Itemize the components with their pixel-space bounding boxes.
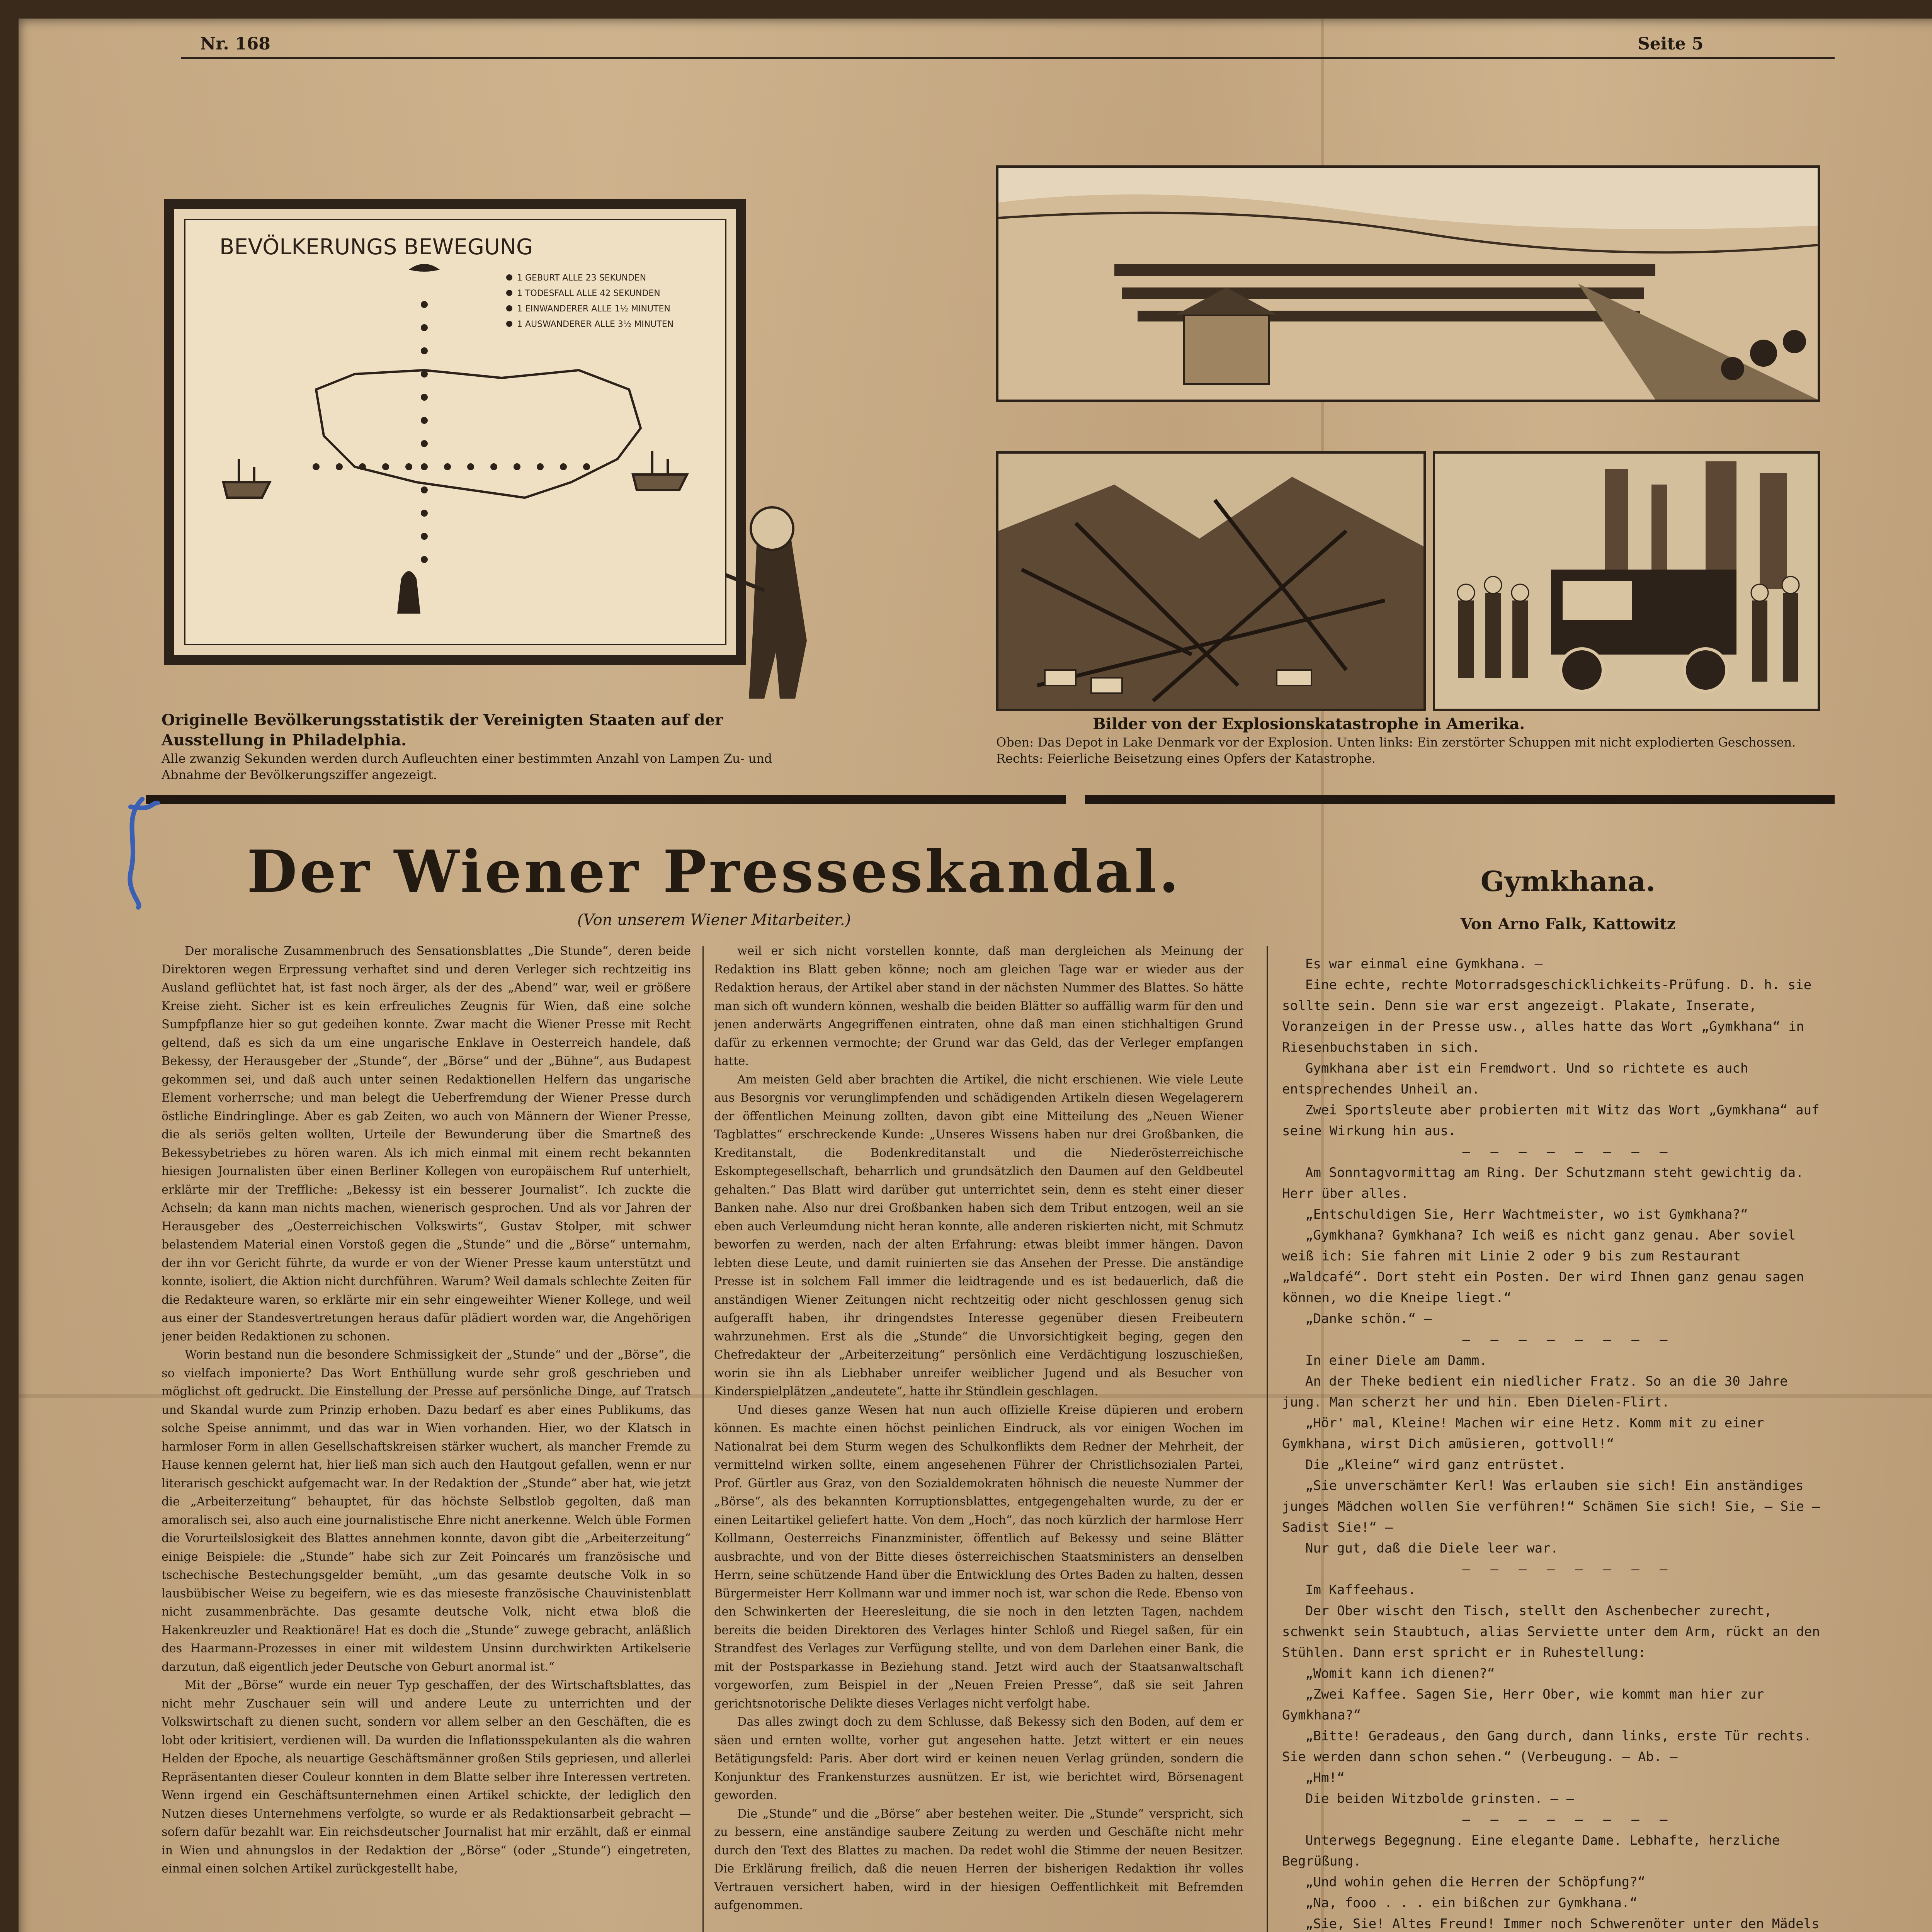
explosion-caption-title: Bilder von der Explosionskatastrophe in Amerika. (1093, 715, 1525, 733)
story-line: Unterwegs Begegnung. Eine elegante Dame. Lebhafte, herzliche Begrüßung. (1282, 1833, 1780, 1869)
story-line: Im Kaffeehaus. (1305, 1582, 1416, 1598)
story-line: „Danke schön.“ — (1305, 1311, 1432, 1327)
article-paragraph: Die „Stunde“ und die „Börse“ aber bestehen weiter. Die „Stunde“ verspricht, sich zu bessern, eine anständige saubere Zeitung zu werden und Geschäfte nicht mehr durch den Text des Blattes zu machen. Da redet wohl die Stimme der neuen Besitzer. Die Erklärung freilich, daß die neuen Herren der bisherigen Redaktion ihr volles Vertrauen versichert haben, wird in der hiesigen Oeffentlichkeit mit Befremden aufgenommen. (714, 1807, 1243, 1912)
story-line: Nur gut, daß die Diele leer war. (1305, 1541, 1559, 1556)
article-paragraph: Worin bestand nun die besondere Schmissigkeit der „Stunde“ und der „Börse“, die so vielfach imponierte? Das Wort Enthüllung wurde sehr groß geschrieben und möglichst oft gedruckt. Die Einstellung der Presse auf persönliche Dinge, auf Tratsch und Skandal wurde zum Prinzip erhoben. Dazu bedarf es aber eines Publikums, das solche Speise annimmt, und das war in Wien vorhanden. Hier, wo der Klatsch in harmloser Form in allen Gesellschaftskreisen stärker wuchert, als mancher Fremde zu Hause kennen gelernt hat, hier ließ man sich auch den Hautgout gefallen, wenn er nur literarisch geschickt aufgemacht war. In der Redaktion der „Stunde“ aber hat, wie jetzt die „Arbeiterzeitung“ behauptet, für das höchste Selbstlob gegolten, daß man amoralisch sei, also auch eine journalistische Ehre nicht anerkenne. Welch üble Formen die Vorurteilslosigkeit des Blattes annehmen konnte, davon gibt die „Arbeiterzeitung“ einige Beispiele: die „Stunde“ habe sich zur Zeit Poincarés um französische und tschechische Bestechungsgelder bemüht, „um das gesamte deutsche Volk in so lausbübischer Weise zu begeifern, wie es das mieseste französische Chauvinistenblatt nicht zusammenbrächte. Das gesamte deutsche Volk, nicht etwa bloß die Hakenkreuzler und Reaktionäre! Hat es doch die „Stunde“ zuwege gebracht, anläßlich des Haarmann-Prozesses in einer mit wildestem Unsinn durchwirkten Artikelserie darzutun, daß eigentlich jeder Deutsche von Geburt anormal ist.“ (162, 1348, 691, 1674)
depot-panorama-illustration (998, 168, 1818, 400)
legend-2: 1 TODESFALL ALLE 42 SEKUNDEN (517, 289, 660, 298)
story-line: Die beiden Witzbolde grinsten. — — (1305, 1791, 1574, 1806)
story-line: „Womit kann ich dienen?“ (1305, 1666, 1495, 1681)
legend-1: 1 GEBURT ALLE 23 SEKUNDEN (517, 273, 646, 283)
depot-panorama-image (996, 165, 1820, 402)
story-line: „Sie unverschämter Kerl! Was erlauben sie sich! Ein anständiges junges Mädchen wollen Sie verführen!“ Schämen Sie sich! Sie, — Sie — Sadist Sie!“ — (1282, 1478, 1820, 1535)
destroyed-shed-illustration (998, 454, 1423, 709)
issue-number: Nr. 168 (200, 34, 270, 54)
newspaper-page (19, 19, 1932, 1932)
story-line: In einer Diele am Damm. (1305, 1353, 1487, 1368)
article-paragraph: Am meisten Geld aber brachten die Artikel, die nicht erschienen. Wie viele Leute aus Besorgnis vor verunglimpfenden und schädigenden Artikeln diesen Wegelagerern der öffentlichen Meinung zollten, davon gibt eine Mitteilung des „Neuen Wiener Tagblattes“ erschreckende Kunde: „Unseres Wissens haben nur drei Großbanken, die Kreditanstalt, die Bodenkreditanstalt und die Niederösterreichische Eskomptegesellschaft, beharrlich und grundsätzlich den Daumen auf den Geldbeutel gehalten.“ Das Blatt wird darüber gut unterrichtet sein, denn es steht einer dieser Banken nahe. Also nur drei Großbanken haben sich dem Tribut entzogen, weil an sie eben auch Verleumdung nicht heran konnte, alle anderen riskierten nicht, mit Schmutz beworfen zu werden, nach der alten Erfahrung: etwas bleibt immer hängen. Davon lebten diese Leute, und damit ruinierten sie das Ansehen der Presse. Die anständige Presse ist in solchem Fall immer die leidtragende und es ist bedauerlich, daß die anständigen Wiener Zeitungen nicht rechtzeitig oder nicht geschlossen genug sich aufgerafft haben, ihr dringendstes Interesse gegenüber diesen Freibeutern wahrzunehmen. Erst als die „Stunde“ die Unvorsichtigkeit beging, gegen den Chefredakteur der „Arbeiterzeitung“ persönlich eine Verdächtigung loszuschießen, worin sie ihn als Liebhaber unreifer weiblicher Jugend und als Besucher von Kinderspielplätzen „andeutete“, hatte ihr Stündlein geschlagen. (714, 1073, 1243, 1398)
story-line: „Na, fooo . . . ein bißchen zur Gymkhana.“ (1305, 1895, 1638, 1911)
article-paragraph: Der moralische Zusammenbruch des Sensationsblattes „Die Stunde“, deren beide Direktoren wegen Erpressung verhaftet sind und deren Verleger sich rechtzeitig ins Ausland geflüchtet hat, ist fast noch ärger, als der des „Abend“ war, weil er größere Kreise zieht. Sicher ist es kein erfreuliches Zeugnis für Wien, daß eine solche Sumpfpflanze hier so gut gedeihen konnte. Zwar macht die Wiener Presse mit Recht geltend, daß es sich da um eine ungarische Enklave in Oesterreich handele, daß Bekessy, der Herausgeber der „Stunde“, der „Börse“ und der „Bühne“, aus Budapest gekommen sei, und daß auch unter seinen Redaktionellen Helfern das ungarische Element vorherrsche; und man belegt die Ueberfremdung der Wiener Presse durch östliche Eindringlinge. Aber es gab Zeiten, wo auch von Männern der Wiener Presse, die als seriös gelten wollten, Urteile der Bewunderung über die Smartneß des Bekessybetriebes zu hören waren. Als ich mich einmal mit einem recht bekannten hiesigen Journalisten über einen Berliner Kollegen von europäischem Ruf unterhielt, erklärte mir der Treffliche: „Bekessy ist ein besserer Journalist“. Ich zuckte die Achseln; da kann man nichts machen, wienerisch gesprochen. Und als vor Jahren der Herausgeber des „Oesterreichischen Volkswirts“, Gustav Stolper, mit schwer belastendem Material einen Vorstoß gegen die „Stunde“ und die „Börse“ unternahm, der ihn vor Gericht führte, da wurde er von der Wiener Presse kaum unterstützt und konnte, isoliert, die Aktion nicht durchführen. Warum? Weil damals schlechte Zeiten für die Redakteure waren, so erklärte mir ein sehr eingeweihter Wiener Kollege, und weil aus einer der Standesvertretungen heraus dafür plädiert worden war, die Angehörigen jener beiden Redaktionen zu schonen. (162, 944, 691, 1344)
column-rule-1 (702, 946, 704, 1932)
story-line: „Hm!“ (1305, 1770, 1345, 1786)
destroyed-shed-image (996, 451, 1426, 711)
story-line: Die „Kleine“ wird ganz entrüstet. (1305, 1457, 1566, 1473)
story-line: Der Ober wischt den Tisch, stellt den Aschenbecher zurecht, schwenkt sein Staubtuch, alias Serviette unter dem Arm, rückt an den Stühlen. Dann erst spricht er in Ruhestellung: (1282, 1603, 1820, 1660)
article-paragraph: Mit der „Börse“ wurde ein neuer Typ geschaffen, der des Wirtschaftsblattes, das nicht mehr Zuschauer sein will und andere Leute zu unterrichten und der Volkswirtschaft zu dienen sucht, sondern vor allem selber an den Geschäften, die es lobt oder kritisiert, verdienen will. Da wurden die Inflationsspekulanten als die wahren Helden der Epoche, als neuartige Geschäftsmänner großen Stils gepriesen, und allerlei Repräsentanten dieser Couleur konnten in dem Blatte selber ihre Interessen vertreten. Wenn irgend ein Geschäftsunternehmen einen Artikel schickte, der lediglich den Nutzen dieses Unternehmens verfolgte, so wurde er als Redaktionsarbeit gebracht — sofern dafür bezahlt war. Ein reichsdeutscher Journalist hat mir erzählt, daß er einmal in Wien und ahnungslos in der Redaktion der „Börse“ (oder „Stunde“) eingetreten, einmal einen solchen Artikel zurückgestellt habe, (162, 1679, 691, 1876)
board-title: BEVÖLKERUNGS BEWEGUNG (219, 235, 533, 260)
section-rule-left (146, 795, 1066, 804)
legend-4: 1 AUSWANDERER ALLE 3½ MINUTEN (517, 320, 674, 329)
funeral-procession-illustration (1435, 454, 1818, 709)
article-headline: Der Wiener Presseskandal. (247, 838, 1182, 906)
story-line: Es war einmal eine Gymkhana. — (1305, 956, 1543, 972)
page-number: Seite 5 (1638, 34, 1704, 54)
statistics-caption-text: Alle zwanzig Sekunden werden durch Aufleuchten einer bestimmten Anzahl von Lampen Zu- und Abnahme der Bevölkerungsziffer angezeigt. (162, 751, 772, 782)
story-line: „Bitte! Geradeaus, den Gang durch, dann links, erste Tür rechts. Sie werden dann schon sehen.“ (Verbeugung. — Ab. — (1282, 1728, 1812, 1765)
story-line: Eine echte, rechte Motorradsgeschicklichkeits-Prüfung. D. h. sie sollte sein. Denn sie war erst angezeigt. Plakate, Inserate, Voranzeigen in der Presse usw., alles hatte das Wort „Gymkhana“ in Riesenbuchstaben in sich. (1282, 977, 1812, 1055)
story-separator: — — — — — — — — (1462, 1332, 1674, 1347)
statistics-board-image (154, 189, 822, 699)
header-rule (181, 57, 1835, 59)
funeral-procession-image (1433, 451, 1820, 711)
statistics-caption (162, 710, 826, 783)
section-rule-right (1085, 795, 1835, 804)
legend-3: 1 EINWANDERER ALLE 1½ MINUTEN (517, 304, 670, 314)
story-line: „Und wohin gehen die Herren der Schöpfung?“ (1305, 1874, 1646, 1890)
story-separator: — — — — — — — — (1462, 1561, 1674, 1577)
statistics-board-illustration (154, 189, 822, 699)
story-separator: — — — — — — — — (1462, 1812, 1674, 1827)
article-paragraph: weil er sich nicht vorstellen konnte, daß man dergleichen als Meinung der Redaktion ins Blatt geben könne; noch am gleichen Tage war er wieder aus der Redaktion heraus, der Artikel aber stand in der nächsten Nummer des Blattes. So hätte man sich oft wundern können, weshalb die beiden Blätter so auffällig warm für den und jenen anderwärts Angegriffenen eintraten, ohne daß man einen stichhaltigen Grund dafür zu erkennen vermochte; der Grund war das Geld, das der Verleger empfangen hatte. (714, 944, 1243, 1068)
story-line: „Entschuldigen Sie, Herr Wachtmeister, wo ist Gymkhana?“ (1305, 1207, 1748, 1222)
story-line: Gymkhana aber ist ein Fremdwort. Und so richtete es auch entsprechendes Unheil an. (1282, 1061, 1748, 1097)
article-paragraph: Und dieses ganze Wesen hat nun auch offizielle Kreise düpieren und erobern können. Es machte einen höchst peinlichen Eindruck, als vor einigen Wochen im Nationalrat bei dem Sturm wegen des Schulkonflikts dem Redner der Mehrheit, der vermittelnd wirken sollte, einem angesehenen Führer der Christlichsozialen Partei, Prof. Gürtler aus Graz, von den Sozialdemokraten höhnisch die neueste Nummer der „Börse“, als des bekannten Korruptionsblattes, entgegengehalten wurde, zu der er einen Leitartikel geliefert hatte. Von dem „Hoch“, das noch kürzlich der harmlose Herr Kollmann, Oesterreichs Finanzminister, öffentlich auf Bekessy und seine Blätter ausbrachte, und von der Bitte dieses österreichischen Staatsministers an denselben Herrn, seine schützende Hand über die Entwicklung des Ortes Baden zu halten, dessen Bürgermeister Herr Kollmann war und immer noch ist, war schon die Rede. Ebenso von den Schwinkerten der Heeresleitung, die sie noch in den letzten Tagen, nachdem bereits die beiden Direktoren des Verlages hinter Schloß und Riegel saßen, für ein Strandfest des Verlages zur Verfügung stellte, und von dem Darlehen einer Bank, die mit der Postsparkasse in Beziehung stand. Jetzt wird auch der Staatsanwaltschaft vorgeworfen, zum Beispiel in der „Neuen Freien Presse“, daß sie seit Jahren gerichtsnotorische Delikte dieses Verlages nicht verfolgt habe. (714, 1403, 1243, 1711)
article-column-1 (162, 942, 691, 1932)
story-line: „Zwei Kaffee. Sagen Sie, Herr Ober, wie kommt man hier zur Gymkhana?“ (1282, 1687, 1764, 1723)
story-line: „Sie, Sie! Altes Freund! Immer noch Schwerenöter unter den Mädels (1305, 1916, 1820, 1932)
story-line: Zwei Sportsleute aber probierten mit Witz das Wort „Gymkhana“ auf seine Wirkung hin aus. (1282, 1102, 1820, 1139)
explosion-caption (996, 714, 1827, 767)
article-column-2 (714, 942, 1243, 1932)
statistics-caption-title: Originelle Bevölkerungsstatistik der Vereinigten Staaten auf der Ausstellung in Philadelphia. (162, 711, 723, 749)
article-byline: (Von unserem Wiener Mitarbeiter.) (577, 911, 851, 929)
article-paragraph: Das alles zwingt doch zu dem Schlusse, daß Bekessy sich den Boden, auf dem er säen und ernten wollte, vorher gut angesehen hatte. Jetzt wittert er ein neues Betätigungsfeld: Paris. Aber dort wird er keinen neuen Verlag gründen, sondern die Konjunktur des Frankensturzes ausnützen. Er ist, wie berichtet wird, Börsenagent geworden. (714, 1715, 1243, 1802)
explosion-caption-text: Oben: Das Depot in Lake Denmark vor der Explosion. Unten links: Ein zerstörter Schuppen mit nicht explodierten Geschossen. Rechts: Feierliche Beisetzung eines Opfers der Katastrophe. (996, 735, 1796, 766)
story-line: An der Theke bedient ein niedlicher Fratz. So an die 30 Jahre jung. Man scherzt her und hin. Eben Dielen-Flirt. (1282, 1374, 1788, 1410)
blue-pencil-mark (115, 795, 162, 911)
story-author: Von Arno Falk, Kattowitz (1460, 915, 1676, 933)
column-rule-2 (1267, 946, 1268, 1932)
story-line: Am Sonntagvormittag am Ring. Der Schutzmann steht gewichtig da. Herr über alles. (1282, 1165, 1804, 1201)
story-line: „Hör' mal, Kleine! Machen wir eine Hetz. Komm mit zu einer Gymkhana, wirst Dich amüsieren, gottvoll!“ (1282, 1415, 1764, 1452)
story-title: Gymkhana. (1480, 865, 1656, 898)
story-line: „Gymkhana? Gymkhana? Ich weiß es nicht ganz genau. Aber soviel weiß ich: Sie fahren mit Linie 2 oder 9 bis zum Restaurant „Waldcafé“. Dort steht ein Posten. Der wird Ihnen ganz genau sagen können, wo die Kneipe liegt.“ (1282, 1228, 1804, 1306)
story-column (1282, 954, 1831, 1932)
story-separator: — — — — — — — — (1462, 1144, 1674, 1160)
